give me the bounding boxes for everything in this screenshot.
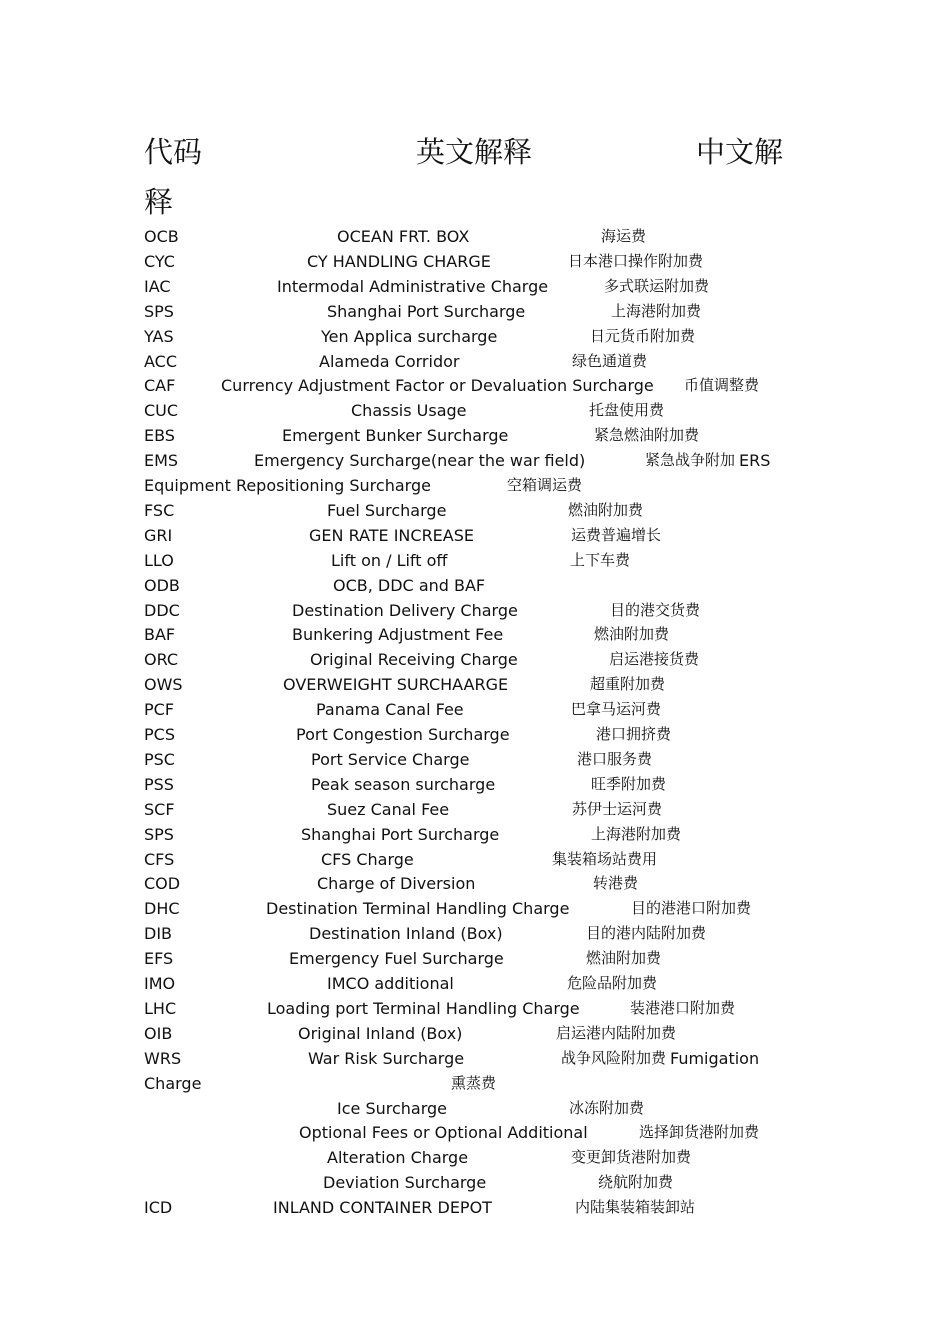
row-code: OIB xyxy=(144,1023,173,1043)
table-row xyxy=(0,672,950,697)
row-chinese: 绕航附加费 xyxy=(598,1173,674,1192)
table-row xyxy=(0,349,950,374)
row-code: COD xyxy=(144,874,181,894)
row-english: IMCO additional xyxy=(327,974,454,993)
row-code: CYC xyxy=(144,251,175,271)
row-english: Destination Delivery Charge xyxy=(292,600,518,620)
row-code: EBS xyxy=(144,426,175,446)
row-chinese: 燃油附加费 xyxy=(568,500,644,519)
row-english: War Risk Surcharge xyxy=(308,1048,465,1068)
table-row xyxy=(0,772,950,797)
row-english: Destination Inland (Box) xyxy=(309,924,503,944)
table-row xyxy=(0,448,950,473)
row-english: Equipment Repositioning Surcharge xyxy=(144,476,431,495)
row-code: ACC xyxy=(144,351,178,371)
row-english: OCEAN FRT. BOX xyxy=(337,227,470,246)
row-chinese: 战争风险附加费 xyxy=(561,1048,667,1067)
row-chinese: 燃油附加费 xyxy=(594,625,670,644)
table-row xyxy=(0,1120,950,1145)
row-english: Optional Fees or Optional Additional xyxy=(299,1123,588,1143)
row-english: Lift on / Lift off xyxy=(331,550,448,570)
row-chinese: 旺季附加费 xyxy=(591,774,667,793)
row-chinese: 紧急燃油附加费 xyxy=(594,426,700,445)
table-row xyxy=(0,523,950,548)
row-english: Peak season surcharge xyxy=(311,774,496,794)
table-row xyxy=(0,647,950,672)
row-english: CY HANDLING CHARGE xyxy=(307,251,491,271)
row-chinese: 上海港附加费 xyxy=(611,301,702,320)
row-english: Deviation Surcharge xyxy=(323,1173,487,1193)
table-row xyxy=(0,224,950,249)
row-chinese: 上下车费 xyxy=(570,550,631,569)
table-row xyxy=(0,1096,950,1121)
table-row xyxy=(0,1071,950,1096)
table-row xyxy=(0,822,950,847)
row-chinese: 目的港港口附加费 xyxy=(631,899,752,918)
row-code: LLO xyxy=(144,550,174,570)
row-chinese: 内陆集装箱装卸站 xyxy=(575,1198,696,1217)
table-row xyxy=(0,373,950,398)
row-chinese: 币值调整费 xyxy=(684,376,760,395)
row-english: Suez Canal Fee xyxy=(327,799,450,819)
table-row xyxy=(0,548,950,573)
row-chinese-suffix: Fumigation xyxy=(670,1048,760,1068)
row-chinese: 托盘使用费 xyxy=(589,401,665,420)
row-english: CFS Charge xyxy=(321,849,414,869)
row-english: Fuel Surcharge xyxy=(327,500,447,520)
row-chinese: 多式联运附加费 xyxy=(604,276,710,295)
row-english: Yen Applica surcharge xyxy=(321,326,498,346)
table-row xyxy=(0,722,950,747)
table-row xyxy=(0,398,950,423)
row-code: DIB xyxy=(144,924,173,944)
row-english: Alteration Charge xyxy=(327,1148,469,1168)
row-chinese: 集装箱场站费用 xyxy=(552,849,658,868)
row-english: Emergent Bunker Surcharge xyxy=(282,426,509,446)
row-english: Loading port Terminal Handling Charge xyxy=(267,998,580,1018)
table-row xyxy=(0,274,950,299)
row-code: EFS xyxy=(144,949,174,969)
table-row xyxy=(0,1046,950,1071)
row-code: OWS xyxy=(144,675,183,695)
row-code: CFS xyxy=(144,849,175,869)
table-row xyxy=(0,498,950,523)
row-english: Bunkering Adjustment Fee xyxy=(292,625,504,645)
row-english: GEN RATE INCREASE xyxy=(309,525,474,545)
row-chinese: 紧急战争附加 xyxy=(645,451,736,470)
row-code: DHC xyxy=(144,899,180,919)
table-row xyxy=(0,473,950,498)
row-code: SPS xyxy=(144,824,174,844)
row-chinese: 港口拥挤费 xyxy=(596,725,672,743)
row-code: ICD xyxy=(144,1198,173,1218)
row-chinese: 港口服务费 xyxy=(577,749,653,768)
row-code: ODB xyxy=(144,575,180,595)
row-english: Currency Adjustment Factor or Devaluation Surcharge xyxy=(221,376,654,396)
row-chinese: 上海港附加费 xyxy=(591,824,682,843)
row-english: OVERWEIGHT SURCHAARGE xyxy=(283,675,509,695)
header-code: 代码 xyxy=(144,135,203,169)
table-row xyxy=(0,996,950,1021)
row-english: Shanghai Port Surcharge xyxy=(327,301,526,321)
row-chinese: 绿色通道费 xyxy=(572,351,648,370)
row-english: Panama Canal Fee xyxy=(316,700,464,720)
row-chinese: 运费普遍增长 xyxy=(571,525,662,544)
table-row xyxy=(0,324,950,349)
row-code: SPS xyxy=(144,301,174,321)
table-row xyxy=(0,622,950,647)
row-code: Charge xyxy=(144,1073,202,1093)
table-row xyxy=(0,573,950,598)
row-code: LHC xyxy=(144,998,177,1018)
table-row xyxy=(0,921,950,946)
header-chinese: 中文解 xyxy=(696,135,784,169)
row-chinese: 目的港交货费 xyxy=(610,600,701,619)
table-row xyxy=(0,1195,950,1220)
row-chinese: 装港港口附加费 xyxy=(630,998,736,1017)
row-english: Destination Terminal Handling Charge xyxy=(266,899,570,919)
row-code: WRS xyxy=(144,1048,182,1068)
row-code: BAF xyxy=(144,625,176,645)
row-chinese-suffix: ERS xyxy=(739,451,771,471)
row-chinese: 燃油附加费 xyxy=(586,949,662,968)
row-code: PSS xyxy=(144,774,174,794)
table-row xyxy=(0,697,950,722)
row-chinese: 冰冻附加费 xyxy=(569,1098,645,1117)
row-code: IMO xyxy=(144,974,176,993)
row-english: Original Receiving Charge xyxy=(310,650,518,670)
row-chinese: 日元货币附加费 xyxy=(590,326,696,345)
row-english: Emergency Surcharge(near the war field) xyxy=(254,451,586,471)
row-chinese: 目的港内陆附加费 xyxy=(586,924,707,943)
table-row xyxy=(0,1021,950,1046)
row-chinese: 海运费 xyxy=(601,227,647,245)
row-chinese: 超重附加费 xyxy=(590,675,666,694)
table-row xyxy=(0,423,950,448)
row-code: SCF xyxy=(144,799,175,819)
row-code: FSC xyxy=(144,500,175,520)
row-english: INLAND CONTAINER DEPOT xyxy=(273,1198,492,1218)
row-code: PCS xyxy=(144,725,175,744)
table-row xyxy=(0,946,950,971)
row-code: ORC xyxy=(144,650,179,670)
row-english: Shanghai Port Surcharge xyxy=(301,824,500,844)
row-chinese: 选择卸货港附加费 xyxy=(639,1123,760,1142)
row-chinese: 变更卸货港附加费 xyxy=(571,1148,692,1167)
row-english: Charge of Diversion xyxy=(317,874,476,894)
table-row xyxy=(0,1170,950,1195)
table-row xyxy=(0,249,950,274)
table-row xyxy=(0,871,950,896)
table-row xyxy=(0,598,950,623)
row-english: Ice Surcharge xyxy=(337,1098,448,1118)
row-code: IAC xyxy=(144,276,171,296)
row-code: GRI xyxy=(144,525,173,545)
row-chinese: 启运港内陆附加费 xyxy=(556,1023,677,1042)
row-chinese: 启运港接货费 xyxy=(609,650,700,669)
row-english: Intermodal Administrative Charge xyxy=(277,276,549,296)
row-chinese: 熏蒸费 xyxy=(451,1073,497,1092)
row-english: Port Service Charge xyxy=(311,749,470,769)
table-row xyxy=(0,847,950,872)
row-english: Original Inland (Box) xyxy=(298,1023,463,1043)
row-code: CAF xyxy=(144,376,176,396)
row-english: Emergency Fuel Surcharge xyxy=(289,949,504,969)
row-english: Chassis Usage xyxy=(351,401,467,421)
table-row xyxy=(0,299,950,324)
row-code: PSC xyxy=(144,749,175,769)
row-english: Alameda Corridor xyxy=(319,351,460,371)
table-row xyxy=(0,896,950,921)
row-code: DDC xyxy=(144,600,180,620)
row-english: OCB, DDC and BAF xyxy=(333,575,486,595)
table-row xyxy=(0,971,950,996)
table-row xyxy=(0,747,950,772)
header-english: 英文解释 xyxy=(416,135,533,169)
row-english: Port Congestion Surcharge xyxy=(296,725,510,744)
row-chinese: 危险品附加费 xyxy=(567,974,658,992)
row-chinese: 空箱调运费 xyxy=(507,476,583,494)
row-chinese: 转港费 xyxy=(593,874,639,893)
row-chinese: 日本港口操作附加费 xyxy=(568,251,704,270)
row-code: EMS xyxy=(144,451,179,471)
table-row xyxy=(0,1145,950,1170)
row-code: CUC xyxy=(144,401,179,421)
table-row xyxy=(0,797,950,822)
row-chinese: 苏伊士运河费 xyxy=(572,799,663,818)
header-chinese-wrap: 释 xyxy=(144,185,174,219)
row-chinese: 巴拿马运河费 xyxy=(571,700,662,719)
row-code: YAS xyxy=(144,326,174,346)
row-code: PCF xyxy=(144,700,175,720)
row-code: OCB xyxy=(144,227,179,246)
